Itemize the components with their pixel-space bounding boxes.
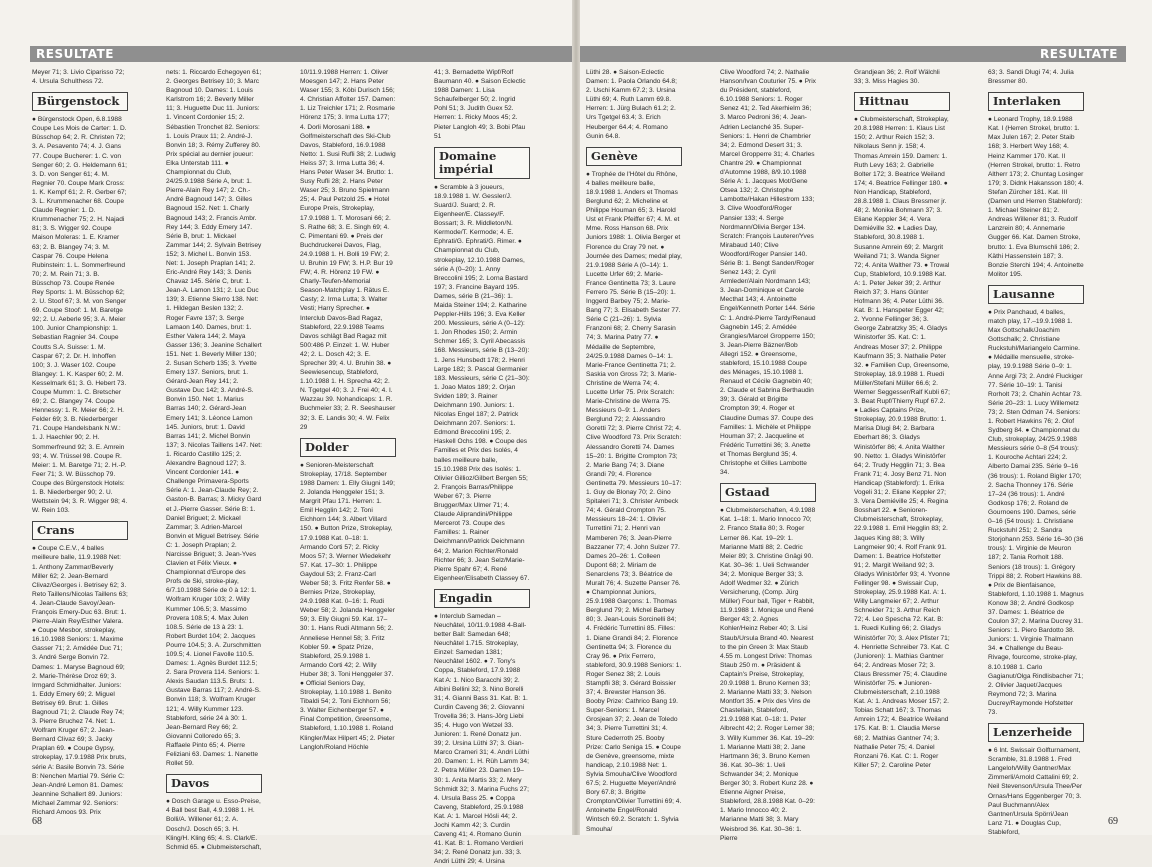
- results-text: ● 6 Int. Swissair Golfturnament, Scramble, 31.8.1988 1. Fred Langeloh/Willy Gantner/Max Zimmerli/Arnold Cattalini 69; 2. Neil Stevenson/Ursula Thee/Per Ornas/Hans Eggenberger 70; 3. Paul Buchmann/Alex Gantner/Ursula Spörri/Jean Lanz 71. ● Douglas Cup, Stableford,: [988, 747, 1083, 836]
- club-heading: Engadin: [434, 589, 530, 608]
- results-text: ● Dosch Garage u. Esso-Preise, 4 Ball best Ball, 4.9.1988 1. H. Bolli/A. Willener 61; 2. A. Dosch/J. Dosch 65; 3. H. Kling/H. Kling 65; 4. S. Clark/E. Schmid 65. ● Clubmeisterschaft,: [166, 798, 262, 851]
- club-heading: Lenzerheide: [988, 723, 1084, 742]
- results-text: ● Clubmeisterschaften, 4.9.1988 Kat. 1–18: 1. Mario Innocco 70; 2. Franco Stalla 80; 3. Roger Lerner 86. Kat. 19–29: 1. Marianne Matti 88; 2. Cedric Meier 89; 3. Christine Gnägi 90. Kat. 30–36: 1. Ueli Schwander 34; 2. Monique Berger 33; 3. Adolf Wedmer 32. ● Zürich Versicherung, (Comp. Jürg Müller) Four ball, Tiger + Rabbit, 11.9.1988 1. Monique und René Berger 43; 2. Agnes Kohler/Heinz Reber 40; 3. Lisi Staub/Ursula Brand 40. Nearest to the pin Green 3: Max Staub 4.55 m. Longest Drive: Thomas Staub 250 m. ● Präsident & Captain's Preise, Strokeplay, 20.9.1988 1. Bruno Kernen 33; 2. Marianne Matti 33; 3. Nelson Montfort 35. ● Prix des Vins de Chastellain, Stableford, 21.9.1988 Kat. 0–18: 1. Peter Albrecht 42; 2. Roger Lerner 38; 3. Willy Kummer 36. Kat. 19–29: 1. Marianne Matti 38; 2. Jane Hartmann 36; 3. Bruno Kernen 36. Kat. 30–36: 1. Ueli Schwander 34; 2. Monique Berger 30; 3. Robert Kunz 28. ● Etienne Aigner Preise, Stableford, 28.8.1988 Kat. 0–29: 1. Mario Innocco 40; 2. Marianne Matti 38; 3. Mary Weisbrod 36. Kat. 30–36: 1. Pierre: [720, 507, 816, 842]
- club-heading: Hittnau: [854, 92, 950, 111]
- results-text: nets: 1. Riccardo Echegoyen 61; 2. Georges Betrisey 10; 3. Marc Bagnoud 10. Dames: 1. Louis Karlstrom 16; 2. Beverly Miller 11; 3. Huguette Duc 11. Juniors: 1. Vincent Cordonier 15; 2. Sébastien Tronchet 82. Seniors: 1. Louis Praux 11; 2. André-J. Bonvin 18; 3. Rémy Zufferey 80. Prix spécial au dernier joueur: Elka Unterstab 111. ● Championnat du Club, 24/25.9.1988 Série A, brut: 1. Pierre-Alain Rey 147; 2. Ch.-André Bagnoud 147; 3. Gilles Bagnoud 152. Net: 1. Charly Bagnoud 143; 2. Francis Ambr. Rey 144; 3. Eddy Emery 147. Série B, brut: 1. Mickael Zammar 144; 2. Sylvain Betrisey 152; 3. Michel L. Bonvin 153. Net: 1. Joseph Praplan 141; 2. Eric-André Rey 143; 3. Denis Chavaz 145. Série C, brut: 1. Jean-A. Lamon 131; 2. Luc Duc 139; 3. Etienne Sierro 138. Net: 1. Hildegan Beslen 132; 2. Roger Favre 137; 3. Serge Lamaon 140. Dames, brut: 1. Esther Valera 144; 2. Maya Gasser 136; 3. Jeanine Schallert 151. Net: 1. Beverly Miller 130; 2. Susan Scherb 135; 3. Yvette Emery 137. Seniors, brut: 1. Gérard-Jean Rey 141; 2. Gustave Duc 142; 3. André-S. Bonvin 150. Net: 1. Marius Barras 140; 2. Gérard-Jean Emery 141; 3. Léonce Lamon 145. Juniors, brut: 1. David Barras 141; 2. Michel Bonvin 137; 3. Nicolas Taillens 147. Net: 1. Ricardo Castillo 125; 2. Alexandre Bagnoud 127; 3. Vincent Cordonier 141. ● Challenge Primavera-Sports Série A: 1. Jean-Claude Rey; 2. Gaston-B. Barras; 3. Micky Gard et J.-Pierre Gasser. Série B: 1. Daniel Briguet; 2. Mickael Zammar; 3. Adrien-Marcel Bonvin et Miguel Betrisey. Série C: 1. Joseph Praplan; 2. Narcisse Briguet; 3. Jean-Yves Clavien et Félix Vieux. ● Championnat d'Europe des Profs de Ski, stroke-play, 6/7.10.1988 Série de 0 à 12: 1. Wolfram Kruger 103; 2. Willy Kummer 106.5; 3. Massimo Provera 108.5; 4. Max Julen 108.5. Série de 13 à 23: 1. Robert Burdet 104; 2. Jacques Pourre 104.5; 3. A. Zurschmitten 109.5; 4. Lionel Favolle 110.5. Dames: 1. Agnès Burdet 112.5; 2. Sara Provera 114. Seniors: 1. Alexis Saudan 113.5. Bruts: 1. Gustave Barras 117; 2. André-S. Bonvin 118; 3. Wolfram Kruger 121; 4. Willy Kummer 123. Stableford, série 24 à 30: 1. Jean-Bernard Rey 66; 2. Giovanni Colloredo 65; 3. Raffaele Pinto 65; 4. Pierre Feliziani 63. Dames: 1. Nanette Rollet 59.: [166, 69, 262, 768]
- gutter: [572, 0, 580, 835]
- text-column: [720, 68, 816, 842]
- club-heading: Davos: [166, 774, 262, 793]
- results-text: ● Trophée de l'Hôtel du Rhône, 4 balles meilleure balle, 18.9.1988 1. Anders et Thomas Berglund 62; 2. Micheline et Philippe Houman 65; 3. Harold Ust et Frank Pfeiffer 67; 4. M. et Mme. Ross Hanson 68. Prix Juniors 1988: 1. Olivia Berger et Florence du Cray 79 net. ● Journée des Dames; medal play, 21.9.1988 Série A (0–14): 1. Lucette Urfer 69; 2. Marie-France Gentinetta 73; 3. Laure Ferrero 75. Série B (15–20): 1. Inggerd Barbey 75; 2. Marie-Bang 77; 3. Elisabeth Sester 77. Série C (21–26): 1. Sylvia Franzoni 68; 2. Cherry Sarasin 74; 3. Marina Patry 77. ● Médaille de Septembre, 24/25.9.1988 Dames 0–14: 1. Marie-France Gentinetta 71; 2. Saskia von Gross 72; 3. Marie-Christine de Werra 74; 4. Lucette Urfer 75. Prix Scratch: Marie-Christine de Werra 75. Messieurs 0–9: 1. Anders Berglund 72; 2. Alessandro Goretti 72; 3. Pierre Christ 72; 4. Clive Woodford 73. Prix Scratch: Alessandro Goretti 74. Dames 15–20: 1. Brigitte Crompton 73; 2. Marie Bang 74; 3. Diane Grandi 79; 4. Florence Gentinetta 79. Messieurs 10–17: 1. Guy de Blonay 70; 2. Gino Spitaleri 71; 3. Christer Ambeck 74; 4. Gérald Crompton 75. Messieurs 18–24: 1. Olivier Turrettini 71; 2. Henri van Mamberen 76; 3. Jean-Pierre Bazzaner 77; 4. John Sulzer 77. Dames 20–26: 1. Colleen Dupont 68; 2. Miriam de Senarclens 73; 3. Béatrice de Muralt 76; 4. Suzette Panser 76. ● Championnat Juniors, 25.9.1988 Garçons: 1. Thomas Berglund 79; 2. Michel Barbey 80; 3. Jean-Louis Sorcinelli 84; 4. Frédéric Turrettini 85. Filles: 1. Diane Grandi 84; 2. Florence Gentinetta 94; 3. Florence du Cray 96. ● Prix Ferrero, stableford, 30.9.1988 Seniors: 1. Roger Senez 38; 2. Louis Stampfli 38; 3. Gérard Boissier 37; 4. Brewster Hanson 36. Booby Prize: Cathrico Bang 19. Super-Seniors: 1. Marcel Grosjean 37; 2. Jean de Toledo 34; 3. Pierre Turrettini 31; 4. Sture Cederroth 25. Booby Prize: Carlo Seniga 15. ● Coupe de Genève, greensome, mixte handicap, 2.10.1988 Net: 1. Sylvia Smouha/Clive Woodford 67.5; 2. Huguette Meyer/André Bory 67.8; 3. Brigitte Crompton/Olivier Turrettini 69; 4. Antoinette Engel/Ronald Wintsch 69.2. Scratch: 1. Sylvia Smouha/: [586, 170, 682, 833]
- results-text: ● Prix Panchaud, 4 balles, match play, 17.–19.9.1988 1. Max Gottschalk/Joachim Gottschalk; 2. Christiane Ruckstuhl/Mariangelo Carmine. ● Médaille mensuelle, stroke-play, 19.9.1988 Série 0–9: 1. Anne Argi 73; 2. André Fluckiger 77. Série 10–19: 1. Tanisi Rorholt 73; 2. Chahin Achtar 73. Série 20–23: 1. Lucy Willemetz 73; 2. Sten Odman 74. Seniors: 1. Robert Hawkins 76; 2. Olof Sydberg 84. ● Championnat du Club, strokeplay, 24/25.9.1988 Messieurs série 0–8 (54 trous): 1. Kouroche Achtari 224; 2. Alberto Damai 235. Série 9–16 (36 trous): 1. Roland Bigler 170; 2. Sacha Thonney 176. Série 17–24 (36 trous): 1. André Godkosp 176; 2. Roland de Gournoens 190. Dames, série 0–16 (54 trous): 1. Christiane Ruckstuhl 251; 2. Sandra Storjohann 253. Série 16–30 (36 trous): 1. Virginie de Meuron 187; 2. Tania Rorholt 188. Seniors (18 trous): 1. Grégory Trippi 88; 2. Robert Hawkins 88. ● Prix de Bienfaisance, Stableford, 1.10.1988 1. Magnus Konow 38; 2. André Godkosp 37. Dames: 1. Béatrice de Coulon 37; 2. Marina Ducrey 31. Seniors: 1. Piero Bardotto 38. Juniors: 1. Virginie Thalmann 34. ● Challenge du Beau-Rivage, fourcome, stroke-play, 8.10.1988 1. Carlo Gagianut/Olga Rindlisbacher 71; 2. Olivier Jaquet/Jacques Reymond 72; 3. Marina Ducrey/Raymonde Hofstetter 73.: [988, 308, 1084, 716]
- results-text: ● Bürgenstock Open, 6.8.1988 Coupe Les Mois de Carter: 1. D. Büsschop 64; 2. R. Christen 72; 3. A. Pesavento 74; 4. J. Gans 77. Coupe Bucherer: 1. C. von Senger 60; 2. G. Heldemann 61; 3. D. von Senger 61; 4. M. Regnier 70. Coupe Mark Cross: 1. K. Kempf 61; 2. R. Gerber 67; 3. L. Krummenacher 68. Coupe Claude Regnier: 1. D. Krummenacher 75; 2. H. Najadi 81; 3. S. Wigger 92. Coupe Maison Moleras: 1. E. Kramer 63; 2. B. Blangey 74; 3. M. Caspar 76. Coupe Helena Rubinstein: 1. L. Sommerfreund 70; 2. M. Rein 71; 3. B. Büsschop 73. Coupe Renée Rey Sports: 1. M. Büsschop 62; 2. U. Stoof 67; 3. M. von Senger 69. Coupe Stoof: 1. M. Baretge 92; 2. U. Aeberle 95; 3. A. Meier 100. Junior Championship: 1. Sebastian Ragnier 34. Coupe Coutts S.A. Suisse: 1. M. Caspar 67; 2. Dr. H. Inhoffen 100; 3. J. Waser 102. Coupe Blangey: 1. K. Kasper 60; 2. M. Kesselmark 61; 3. G. Hebert 73. Coupe Mumm: 1. C. Bretscher 69; 2. C. Blangey 74. Coupe Hennessy: 1. R. Meier 66; 2. H. Felder 69; 3. B. Niederberger 71. Coupe Handelsbank N.W.: 1. J. Haechler 90; 2. H. Sommerfreund 92; 3. E. Amrein 93; 4. W. Trüssel 98. Coupe R. Meier: 1. M. Baretge 71; 2. H.-P. Feer 71; 3. W. Büsschop 79. Coupe des Bürgenstock Hotels: 1. B. Niederberger 90; 2. U. Wettstein 94; 3. R. Wigger 98; 4. W. Rein 103.: [32, 116, 128, 515]
- banner-title: RESULTATE: [1040, 47, 1118, 61]
- club-heading: Interlaken: [988, 92, 1084, 111]
- banner-title: RESULTATE: [36, 47, 114, 61]
- club-heading: Crans: [32, 521, 128, 540]
- results-text: ● Clubmeisterschaft, Strokeplay, 20.8.1988 Herren: 1. Klaus List 150; 2. Arthur Reich 152; 3. Nikolaus Senn jr. 158; 4. Thomas Amrein 159. Damen: 1. Ruth Levy 163; 2. Gabrielle Bolter 172; 3. Beatrice Weiland 174; 4. Beatrice Fellinger 180. ● Non Handicap, Stableford, 28.8.1988 1. Claus Bressmer jr. 48; 2. Monika Bohmann 37; 3. Eliane Keppler 34; 4. Vera Demiéville 32. ● Ladies Day, Stableford, 30.8.1988 1. Susanne Amrein 69; 2. Margrit Weiland 71; 3. Wanda Signer 72; 4. Anita Walther 73. ● Trowal Cup, Stableford, 10.9.1988 Kat. A: 1. Peter Jeker 39; 2. Arthur Reich 37; 3. Hans Günter Hofmann 36; 4. Peter Lüthi 36. Kat. B: 1. Hanspeter Egger 42; 2. Yvonne Fellinger 36; 3. George Zabratzky 35; 4. Gladys Winistorfer 35. Kat. C: 1. Andreas Moser 37; 2. Philippe Kaufmann 35; 3. Nathalie Peter 32. ● Familien Cup, Greensome, Strokeplay, 18.9.1988 1. Ruedi Müller/Stefani Müller 66.6; 2. Werner Seggesser/Ralf Kubli 67; 3. Beat Rupf/Thierry Rupf 67.2. ● Ladies Captains Prize, Strokeplay, 20.9.1988 Brutto: 1. Marisa Dlugi 84; 2. Barbara Eberhart 86; 3. Gladys Winistörfer 86; 4. Anita Walther 90. Netto: 1. Gladys Winistörfer 64; 2. Trudy Hegglin 71; 3. Bea Frank 71; 4. Josy Benz 71. Non Handicap (Stableford): 1. Erika Vogeli 31; 2. Eliane Keppler 27; 3. Vera Demiéville 25; 4. Regina Bosshart 22. ● Senioren-Clubmeisterschaft, Strokeplay, 22.9.1988 1. Emil Hegglin 83; 2. Jaques King 88; 3. Willy Langmeier 90; 4. Rolf Frank 91. Damen: 1. Beatrice Hofstetter 91; 2. Margit Weiland 92; 3. Gladys Winistörfer 93; 4. Yvonne Fellinger 98. ● Swissair Cup, Strokeplay, 25.9.1988 Kat. A: 1. Willy Langmeier 67; 2. Arthur Schneider 71; 3. Arthur Reich 72; 4. Leo Spescha 72. Kat. B: 1. Ruedi Kulling 66; 2. Gladys Winistörfer 70; 3. Alex Pfister 71; 4. Henriette Schreiber 73. Kat. C (Junioren): 1. Mathias Gantner 64; 2. Andreas Moser 72; 3. Claus Bressmer 75; 4. Claudine Winistörfer 75. ● Junioren-Clubmeisterschaft, 2.10.1988 Kat. A: 1. Andreas Moser 157; 2. Tobias Schatt 167; 3. Thomas Amrein 172; 4. Beatrice Weiland 175. Kat. B: 1. Claudia Merse 68; 2. Mathias Gantner 74; 3. Nathalie Peter 75; 4. Daniel Ronzani 76. Kat. C: 1. Roger Killer 57; 2. Caroline Peter: [854, 116, 950, 769]
- club-heading: Gstaad: [720, 483, 816, 502]
- results-text: ● Coupe C.E.V., 4 balles meilleure balle, 11.9.1988 Net: 1. Anthony Zammar/Beverly Miller 62; 2. Jean-Bernard Clivaz/Georges i. Betrisey 62; 3. Reto Taillens/Nicolas Taillens 63; 4. Jean-Claude Savoy/Jean-François Emery-Duc 63. Brut: 1. Pierre-Alain Rey/Esther Valera. ● Coupe Mesbor, strokeplay, 16.10.1988 Seniors: 1. Maxime Gasser 71; 2. Amédée Duc 71; 3. André Serge Bonvin 72. Dames: 1. Maryse Bagnoud 69; 2. Marie-Thérèse Droz 69; 3. Irmgard Schmidhalter. Juniors: 1. Eddy Emery 69; 2. Miguel Betrisey 69. Brut: 1. Gilles Bagnoud 71; 2. Claude Rey 74; 3. Pierre Bruchez 74. Net: 1. Wolfram Kruger 67; 2. Jean-Bernard Clivaz 69; 3. Jacky Praplan 69. ● Coupe Gypsy, strokeplay, 17.9.1988 Prix bruts, série A: Basile Bonvin 73. Série B: Nenchen Martial 79. Série C: Jean-André Lemon 81. Dames: Jeannine Schallert 89. Juniors: Michael Zammar 92. Seniors: Richard Amoos 93. Prix: [32, 545, 128, 817]
- page-number: 68: [32, 816, 42, 827]
- results-text: ● Interclub Samedan – Neuchâtel, 10/11.9.1988 4-Ball-better Ball: Samedan 648; Neuchâtel 1.715. Strokeplay, Einzel: Samedan 1381; Neuchâtel 1602. ● 7. Tony's Coppa, Stableford, 17.9.1988 Kat A: 1. Nico Baracchi 39; 2. Albini Bellini 32; 3. Nino Borelli 31; 4. Gianni Bass 31. Kat. B: 1. Curdin Caveng 36; 2. Giovanni Trovella 36; 3. Hans-Jörg Liebi 35; 4. Hugo von Wetzel 33. Junioren: 1. René Donatz jun. 39; 2. Ursina Lüthi 37; 3. Gian-Marco Crameri 31; 4. Andri Lüthi 20. Damen: 1. H. Rüh Lamm 34; 2. Petra Müller 23. Damen 19–30: 1. Anita Martis 33; 2. Mery Schmidt 32; 3. Marina Fuchs 27; 4. Ursula Bass 25. ● Coppa Caveng, Stableford, 25.9.1988 Kat. A: 1. Marcel Hösli 44; 2. Jochi Kamm 42; 3. Curdin Caveng 41; 4. Romano Gunin 41. Kat. B: 1. Romano Verdieri 34; 2. René Donatz jun. 33; 3. Andri Lüthi 29; 4. Ursina: [434, 612, 529, 866]
- results-banner: [580, 46, 1126, 62]
- text-column: [166, 68, 262, 851]
- text-column: [854, 68, 950, 805]
- text-column: [300, 68, 396, 805]
- results-text: ● Senioren-Meisterschaft Strokeplay, 17/18. September 1988 Damen: 1. Elly Giugni 149; 2. Jolanda Henggeler 151; 3. Margrit Pfau 171. Herren: 1. Emil Hegglin 142; 2. Toni Eichhorn 144; 3. Albert Villard 150. ● Button Prize, Strokeplay, 17.9.1988 Kat. 0–18: 1. Armando Corti 57; 2. Ricky Moos 57; 3. Werner Wiedekehr 57. Kat. 17–30: 1. Philippe Gaydoul 53; 2. Franz-Carl Weber 58; 3. Fritz Renfer 58. ● Bernies Prize, Strokeplay, 24.9.1988 Kat. 0–16: 1. Rudi Weber 58; 2. Jolanda Henggeler 59; 3. Elly Giugni 59. Kat. 17–30: 1. Hans Rudi Altmann 56; 2. Anneliese Hennel 58; 3. Fritz Kobler 59. ● Spatz Prize, Stableford, 25.9.1988 1. Armando Corti 42; 2. Willy Huber 38; 3. Toni Henggeler 37. ● Official Seniors Day, Strokeplay, 1.10.1988 1. Benito Tibaldi 54; 2. Toni Eichhorn 56; 3. Walter Eichenberger 57. ● Final Competition, Greensome, Stableford, 1.10.1988 1. Roland Klingler/Max Hilpert 45; 2. Pieter Langloh/Roland Höchle: [300, 461, 395, 751]
- results-text: Lüthi 28. ● Saison-Eclectic Damen: 1. Paola Orlando 64.8; 2. Uschi Kamm 67.2; 3. Ursina Lüthi 69; 4. Ruth Lamm 69.8. Herren: 1. Jürg Bulach 61.2; 2. Urs Tgetgel 63.4; 3. Erich Heuberger 64.4; 4. Romano Gunin 64.8.: [586, 69, 677, 140]
- results-text: Grandjean 36; 2. Rolf Wälchli 33; 3. Miss Hagies 30.: [854, 69, 940, 86]
- right-page: [580, 0, 1152, 842]
- results-text: 41; 3. Bernadette Wipf/Rolf Baumann 40. ● Saison Eclectic 1988 Damen: 1. Lisa Schaufelberger 50; 2. Ingrid Pohl 51; 3. Judith Guex 52. Herren: 1. Ricky Moos 45; 2. Pieter Langloh 49; 3. Bobi Pfau 51: [434, 69, 526, 140]
- results-text: 63; 3. Sandi Dlugi 74; 4. Julia Bressmer 80.: [988, 69, 1074, 86]
- results-text: Clive Woodford 74; 2. Nathalie Hanson/Ivan Couturier 75. ● Prix du Président, stableford, 6.10.1988 Seniors: 1. Roger Senez 41; 2. Ted Akerhielm 36; 3. Marco Pedroni 36; 4. Jean-Adrien Leclanché 35. Super-Seniors: 1. Henri de Chambrier 34; 2. Edmond Desert 31; 3. Marcel Gropperre 31; 4. Charles Chantre 29. ● Championnat d'Automne 1988, 8/9.10.1988 Série A: 1. Jacques Mot/Gene Otsea 132; 2. Christophe Lambotte/Hakan Hillestrom 133; 3. Clive Woodford/Roger Pansier 133; 4. Serge Nordmann/Olivia Berger 134. Scratch: François Lauterer/Yves Mirabaud 140; Clive Woodford/Roger Pansier 140. Série B: 1. Bengt Sanden/Roger Senez 143; 2. Cyril Armleder/Alain Nordmann 143; 3. Jean-Dominique et Carole Mecthat 143; 4. Antoinette Engel/Kenneth Porter 144. Série C: 1. André-Pierre Tardy/Renaud Gagnebin 145; 2. Amédée Grangies/Marcel Gropperre 150; 3. Jean-Pierre Bäzner/Bob Allegri 152. ● Greensome, stableford, 15.10.1988 Coupe des Ménages, 15.10.1988 1. Renaud et Cécile Gagnebin 40; 2. Claude et Sabrina Berthaudin 39; 3. Gérald et Brigitte Crompton 39; 4. Roger et Claudine Dumas 37. Coupe des Familles: 1. Michèle et Philippe Houman 37; 2. Jacqueline et Frédéric Turrettini 36; 3. Anette et Thomas Berglund 35; 4. Christophe et Gilles Lambotte 34.: [720, 69, 816, 477]
- club-heading: Dolder: [300, 438, 396, 457]
- results-text: ● Leonard Trophy, 18.9.1988 Kat. I (Herren Strokel, brutto: 1. Max Julen 167; 2. Peter Staib 168; 3. Herbert Wey 168; 4. Heinz Kammer 170. Kat. II (Herren Strokel, brutto: 1. Retro Altherr 173; 2. Chuntag Losinger 179; 3. Didnk Hakansson 180; 4. Stefan Zürcher 181. Kat. III (Damen und Herren Stableford): 1. Michael Steiner 81; 2. Andreas Willener 81; 3. Rudolf Lanzrein 80; 4. Annemarie Gugger 66. Kat. Damen Stroke, brutto: 1. Eva Blumschli 186; 2. Käthi Hassenstein 187; 3. Bonzie Sterchi 194; 4. Antoinette Molitor 195.: [988, 116, 1084, 278]
- results-text: 10/11.9.1988 Herren: 1. Oliver Moesgen 147; 2. Hans Peter Waser 155; 3. Köbi Durisch 156; 4. Christian Affolter 157. Damen: 1. Liz Treichler 171; 2. Rosmarie Hörenz 175; 3. Irma Lutta 177; 4. Dorli Morosani 188. ● Golfmeisterschaft des Ski-Club Davos, Stableford, 16.9.1988 Netto: 1. Susi Rufli 38; 2. Ludwig Heiss 37; 3. Irma Lutta 36; 4. Hans Peter Waser 34. Brutto: 1. Susy Rufli 28; 2. Hans Peter Waser 25; 3. Bruno Spielmann 25; 4. Paul Petzold 25. ● Hotel Europe Preis, Strokeplay, 17.9.1988 1. T. Morosani 66; 2. S. Rathe 68; 3. E. Singh 69; 4. C. Pimentani 69. ● Preis der Buchdruckerei Davos, Flag, 24.9.1988 1. H. Bolli 19 FW; 2. U. Bruhin 19 FW; 3. H.P. Bur 19 FW; 4. R. Hörenz 19 FW. ● Charly-Teufen-Memorial Season-Matchplay 1. Rätus E. Casty; 2. Irma Lutta; 3. Walter Vesti; Harry Sprecher. ● Interclub Davos-Bad Ragaz, Stableford, 22.9.1988 Teams Davos schlägt Bad Ragaz mit 500:486 P. Einzel: 1. W. Huber 42; 2. L. Dosch 42; 3. E. Sprecher 39; 4. U. Bruhin 38. ● Seewiesencup, Stableford, 1.10.1988 1. H. Sprecha 42; 2. N. Tgetgel 40; 3. J. Frei 40; 4. I. Wazzau 39. Nohandicaps: 1. R. Buchmeier 33; 2. R. Seeshauser 32; 3. E. Landis 30; 4. W. Felix 29: [300, 69, 396, 431]
- text-column: [32, 68, 128, 817]
- text-column: [434, 68, 530, 866]
- club-heading: Domaine impérial: [434, 147, 530, 179]
- club-heading: Lausanne: [988, 285, 1084, 304]
- text-column: [586, 68, 682, 833]
- results-banner: [30, 46, 572, 62]
- club-heading: Genève: [586, 147, 682, 166]
- results-text: ● Scramble à 3 joueurs, 18.9.1988 1. W. Gessler/J. Suard/J. Suard; 2. R. Eigenheer/E. Classey/F. Bossart; 3. R. Middleton/N. Kermode/T. Kermode; 4. E. Ephrati/G. Ephrati/G. Rimer. ● Championnat du Club, strokeplay, 12.10.1988 Dames, série A (0–20): 1. Anny Breccolini 195; 2. Lorna Bastard 197; 3. Francine Bayard 195. Dames, série B (21–36): 1. Maida Steiner 194; 2. Katharine Peppler-Hills 196; 3. Eva Keller 200. Messieurs, série A (0–12): 1. Jon Rhodes 150; 2. Armin Schmer 165; 3. Cyril Abecassis 168. Messieurs, série B (13–20): 1. Jens Hunsbedt 178; 2. Henri Large 182; 3. Pascal Germanier 183. Messieurs, série C (21–30): 1. Joao Matos 189; 2. Orjan Sviden 189; 3. Rainer Deichmann 190. Juniors: 1. Nicolas Engel 187; 2. Patrick Deichmann 207. Seniors: 1. Edmond Breccolini 195; 2. Haskell Ochs 198. ● Coupe des Familles et Prix des Isolés, 4 balles meilleure balle, 15.10.1988 Prix des Isolés: 1. Olivier Gillioz/Gilbert Bergen 55; 2. François Barras/Philippe Weber 67; 3. Pierre Brugger/Max Ulmer 71; 4. Claude Aliprandini/Philippe Mercerot 73. Coupe des Familles: 1. Rainer Deichmann/Patrick Deichmann 64; 2. Marion Richter/Ronald Richter 66; 3. Jean Selz/Marie-Pierre Spahr 67; 4. René Eigenheer/Elisabeth Classey 67.: [434, 183, 530, 582]
- page-number: 69: [1108, 816, 1118, 827]
- club-heading: Bürgenstock: [32, 92, 128, 111]
- left-page: [0, 0, 572, 866]
- results-text: Meyer 71; 3. Livio Ciparisso 72; 4. Ursula Schulthess 72.: [32, 69, 125, 86]
- text-column: [988, 68, 1084, 836]
